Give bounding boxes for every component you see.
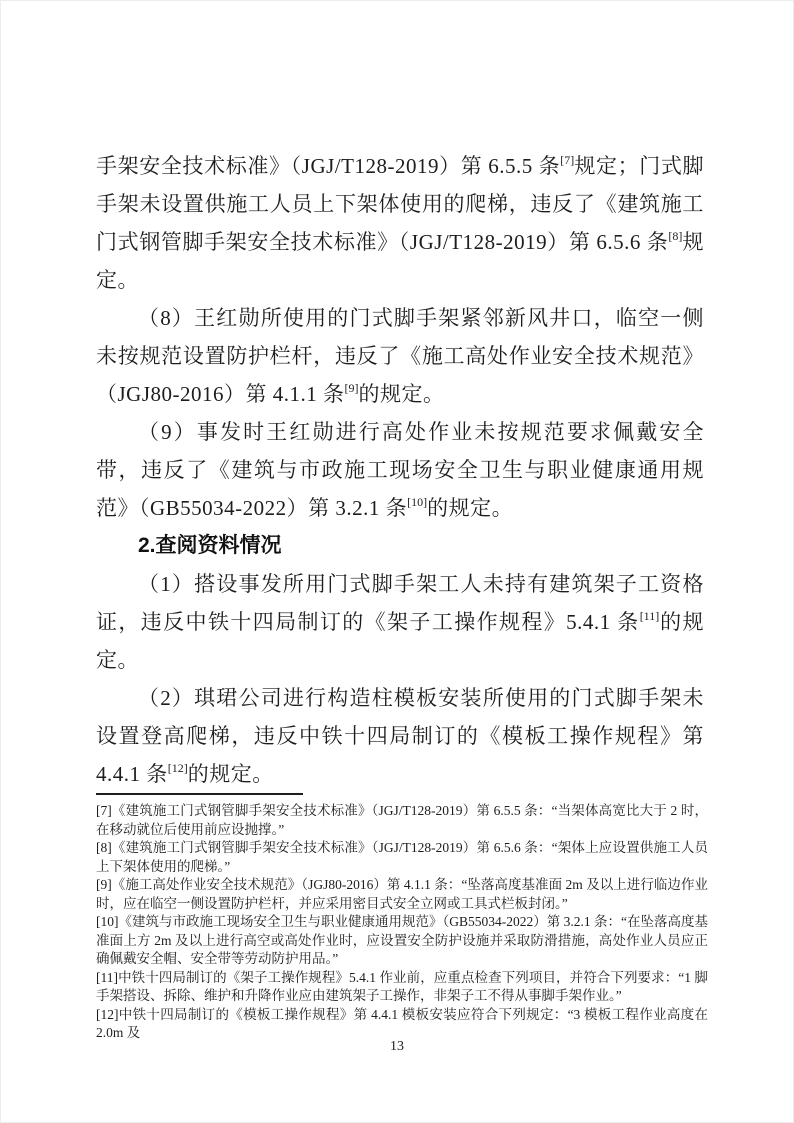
footnote: [9]《施工高处作业安全技术规范》（JGJ80-2016）第 4.1.1 条：“坠落高度基准面 2m 及以上进行临边作业时，应在临空一侧设置防护栏杆，并应采用密目式安全立网或工具式栏板封闭。” [96, 877, 708, 911]
footnote-ref: [9] [344, 381, 359, 395]
footnotes [96, 802, 708, 1043]
text-run: 的规定。 [96, 610, 705, 672]
footnote-ref: [11] [639, 609, 660, 623]
body-paragraph [96, 147, 704, 299]
footnote-ref: [12] [167, 761, 188, 775]
footnote: [11]中铁十四局制订的《架子工操作规程》5.4.1 作业前，应重点检查下列项目，并符合下列要求：“1 脚手架搭设、拆除、维护和升降作业应由建筑架子工操作，非架子工不得从事脚手架作业。” [96, 969, 708, 1003]
body-paragraph [96, 299, 704, 413]
text-run: 的规定。 [358, 382, 445, 406]
footnote: [8]《建筑施工门式钢管脚手架安全技术标准》（JGJ/T128-2019）第 6.5.6 条：“架体上应设置供施工人员上下架体使用的爬梯。” [96, 840, 708, 874]
text-run: 手架安全技术标准》（JGJ/T128-2019）第 6.5.5 条 [96, 154, 561, 178]
section-heading [96, 527, 704, 565]
text-run: 2.查阅资料情况 [138, 534, 282, 557]
footnote-ref: [7] [560, 153, 575, 167]
text-run: （2）琪珺公司进行构造柱模板安装所使用的门式脚手架未设置登高爬梯，违反中铁十四局制订的《模板工操作规程》第 4.4.1 条 [96, 686, 704, 786]
text-run: （8）王红勋所使用的门式脚手架紧邻新风井口，临空一侧未按规范设置防护栏杆，违反了《施工高处作业安全技术规范》（JGJ80-2016）第 4.1.1 条 [96, 306, 704, 406]
text-run: 规定；门式脚手架未设置供施工人员上下架体使用的爬梯，违反了《建筑施工门式钢管脚手架安全技术标准》（JGJ/T128-2019）第 6.5.6 条 [96, 154, 705, 254]
footnote-separator [96, 793, 303, 795]
text-run: （9）事发时王红勋进行高处作业未按规范要求佩戴安全带，违反了《建筑与市政施工现场安全卫生与职业健康通用规范》（GB55034-2022）第 3.2.1 条 [96, 420, 704, 520]
body-paragraph [96, 565, 704, 679]
body-paragraph [96, 413, 704, 527]
text-run: （1）搭设事发所用门式脚手架工人未持有建筑架子工资格证，违反中铁十四局制订的《架子工操作规程》5.4.1 条 [96, 572, 704, 634]
text-run: 规定。 [96, 230, 705, 292]
footnote: [12]中铁十四局制订的《模板工操作规程》第 4.4.1 模板安装应符合下列规定：“3 模板工程作业高度在 2.0m 及 [96, 1006, 708, 1040]
footnote: [10]《建筑与市政施工现场安全卫生与职业健康通用规范》（GB55034-2022）第 3.2.1 条：“在坠落高度基准面上方 2m 及以上进行高空或高处作业时，应设置安全防护设施并采取防滑措施，高处作业人员应正确佩戴安全帽、安全带等劳动防护用品。” [96, 914, 708, 966]
footnote: [7]《建筑施工门式钢管脚手架安全技术标准》（JGJ/T128-2019）第 6.5.5 条：“当架体高宽比大于 2 时，在移动就位后使用前应设抛撑。” [96, 803, 708, 837]
footnote-ref: [10] [407, 495, 428, 509]
text-run: 的规定。 [187, 762, 274, 786]
page-number: 13 [390, 1039, 404, 1054]
text-run: 的规定。 [427, 496, 514, 520]
footnote-ref: [8] [668, 229, 683, 243]
body-paragraph [96, 679, 704, 793]
document-body [96, 147, 704, 793]
